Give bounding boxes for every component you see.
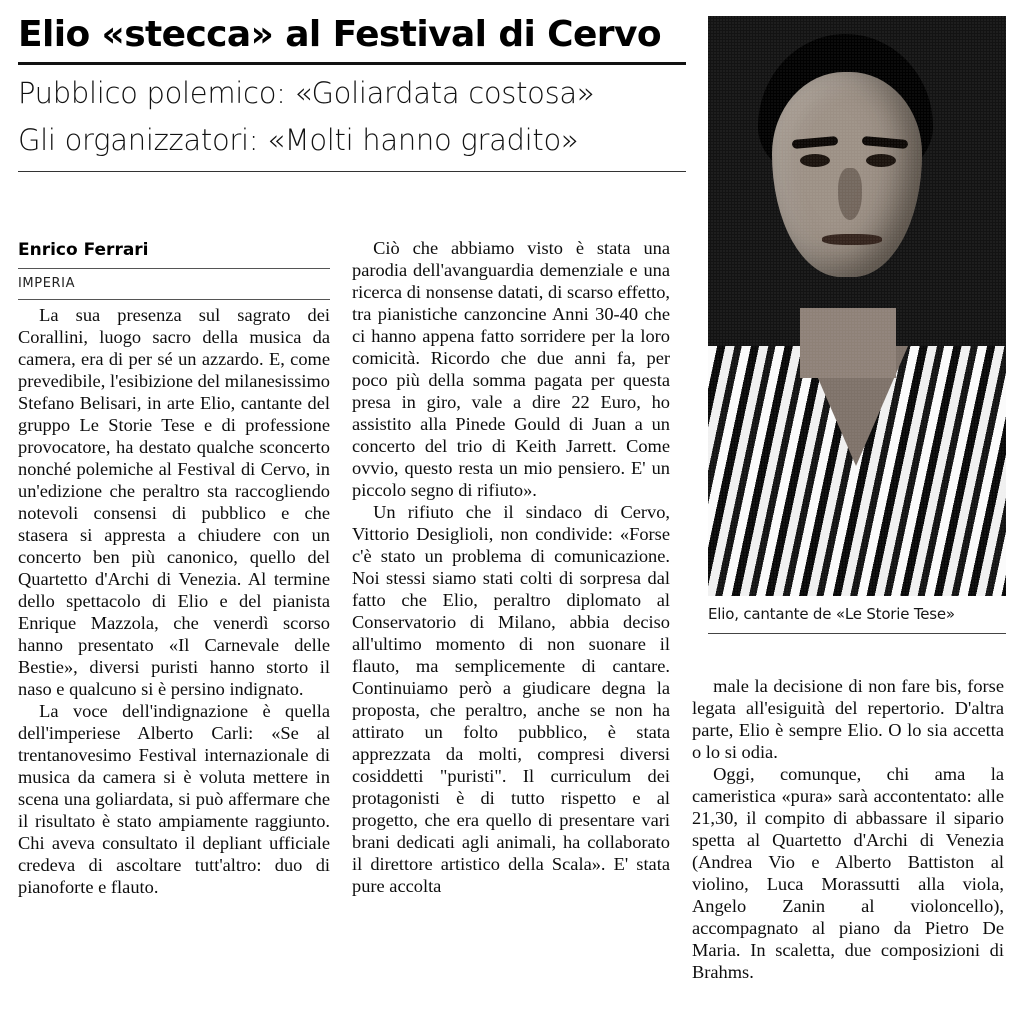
eye-right — [866, 154, 896, 167]
subhead-line-1: Pubblico polemico: «Goliardata costosa» — [18, 76, 595, 111]
byline-block — [18, 240, 218, 300]
page-title: Elio «stecca» al Festival di Cervo — [18, 14, 661, 55]
byline-divider — [18, 268, 330, 269]
caption-divider — [708, 633, 1006, 634]
body-column-1 — [18, 305, 330, 899]
nose — [838, 168, 862, 220]
paragraph: Un rifiuto che il sindaco di Cervo, Vittorio Desiglioli, non condivide: «Forse c'è stato un problema di comunicazione. Noi stessi siamo stati colti di sorpresa dal fatto che Elio, peraltro diplomato al Conservatorio di Milano, abbia deciso all'ultimo momento di non suonare il flauto, ma semplicemente di cantare. Continuiamo però a giudicare degna la proposta, che peraltro, anche se non ha attirato un folto pubblico, è stata apprezzata da molti, compresi diversi cosiddetti "puristi". Il curriculum dei protagonisti è di tutto rispetto e al progetto, che era quello di presentare vari brani dedicati agli animali, ha collaborato il direttore artistico della Scala». E' stata pure accolta — [352, 501, 670, 896]
headline-divider — [18, 62, 686, 65]
portrait-photo — [708, 16, 1006, 596]
subhead-line-2: Gli organizzatori: «Molti hanno gradito» — [18, 123, 579, 158]
face — [730, 26, 960, 326]
eye-left — [800, 154, 830, 167]
body-column-2 — [352, 238, 670, 898]
paragraph: La sua presenza sul sagrato dei Corallini, luogo sacro della musica da camera, era di per sé un azzardo. E, come prevedibile, l'esibizione del milanesissimo Stefano Belisari, in arte Elio, cantante del gruppo Le Storie Tese e di professione provocatore, ha destato qualche sconcerto nonché polemiche al Festival di Cervo, in un'edizione che peraltro sta raccogliendo notevoli consensi di pubblico e che stasera si appresta a chiudere con un concerto ben più canonico, quello del Quartetto d'Archi di Venezia. Al termine dello spettacolo di Elio e del pianista Enrique Mazzola, che venerdì scorso hanno presentato «Il Carnevale delle Bestie», diversi puristi hanno storto il naso e qualcuno si è persino indignato. — [18, 305, 330, 699]
photo-block — [708, 16, 1006, 634]
headline-zone — [18, 16, 686, 172]
paragraph: male la decisione di non fare bis, forse legata all'esiguità del repertorio. D'altra parte, Elio è sempre Elio. O lo sia accetta o lo si odia. — [692, 676, 1004, 762]
subhead-divider — [18, 171, 686, 172]
dateline: IMPERIA — [18, 276, 76, 291]
body-column-3 — [692, 676, 1004, 984]
photo-caption: Elio, cantante de «Le Storie Tese» — [708, 605, 955, 623]
paragraph: Ciò che abbiamo visto è stata una parodia dell'avanguardia demenziale e una ricerca di nonsense datati, di scarso effetto, tra pianistiche canzoncine Anni 30-40 che ci hanno appena fatto sorridere per la loro comicità. Ricordo che due anni fa, per poco più della somma pagata per questa presa in giro, vale a dire 22 Euro, ho assistito alla Pinede Gould di Juan a un concerto del trio di Keith Jarrett. Come ovvio, questo resta un mio pensiero. E' un piccolo segno di rifiuto». — [352, 238, 670, 500]
paragraph: Oggi, comunque, chi ama la cameristica «pura» sarà accontentato: alle 21,30, il compito di abbassare il sipario spetta al Quartetto d'Archi di Venezia (Andrea Vio e Alberto Battiston al violino, Luca Morassutti alla viola, Angelo Zanin al violoncello), accompagnato al piano da Pietro De Maria. In scaletta, due composizioni di Brahms. — [692, 763, 1004, 982]
dateline-divider — [18, 299, 330, 300]
byline-author: Enrico Ferrari — [18, 240, 149, 260]
paragraph: La voce dell'indignazione è quella dell'imperiese Alberto Carli: «Se al trentanovesimo Festival internazionale di musica da camera si è voluta mettere in scena una goliardata, si può affermare che il risultato è stato ampiamente raggiunto. Chi aveva consultato il depliant ufficiale credeva di ascoltare tutt'altro: duo di pianoforte e flauto. — [18, 700, 330, 897]
mouth — [822, 234, 882, 245]
